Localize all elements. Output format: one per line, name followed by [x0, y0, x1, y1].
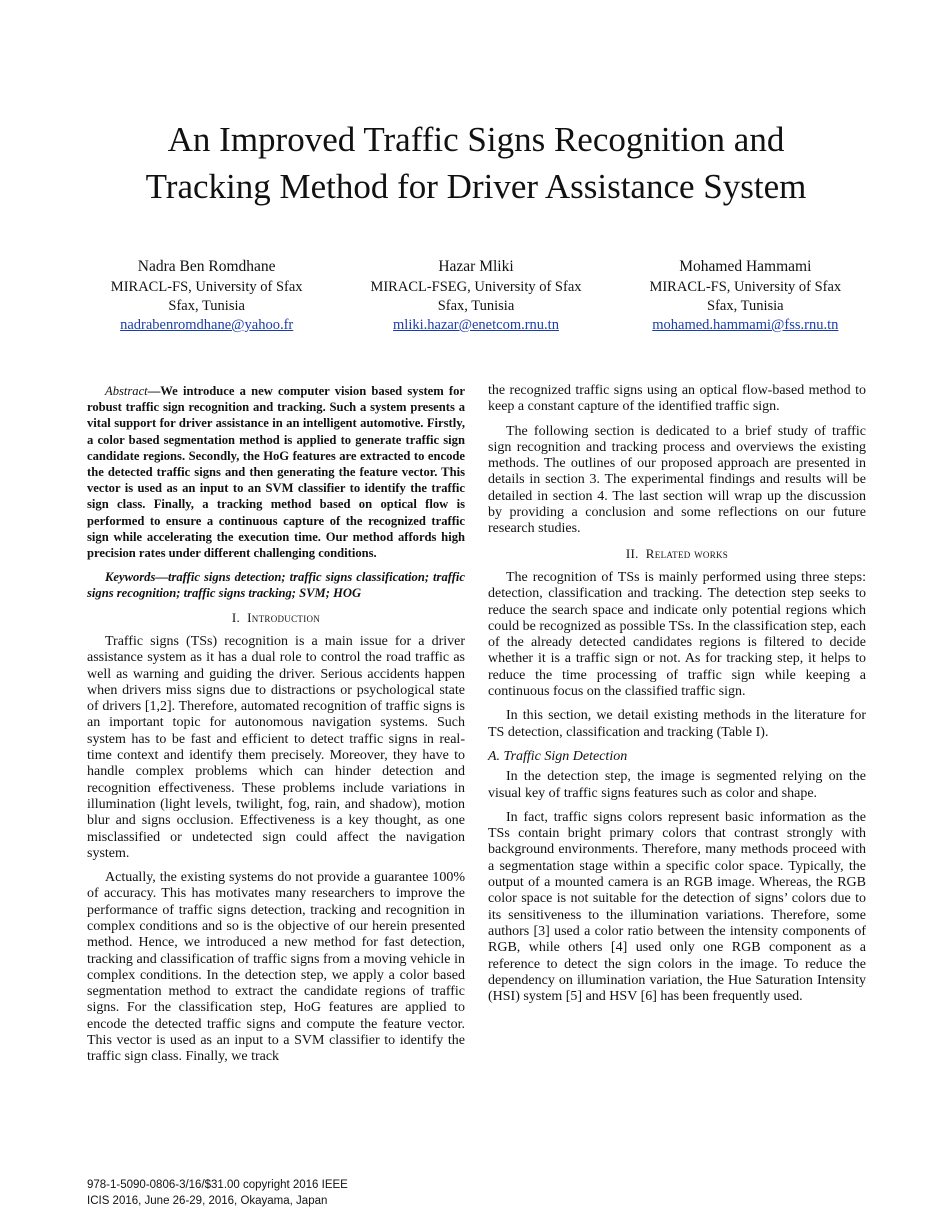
paper-title: [60, 116, 892, 210]
section-number: II.: [625, 545, 639, 561]
footer: [87, 1177, 348, 1209]
author-email-link[interactable]: mohamed.hammami@fss.rnu.tn: [652, 317, 839, 333]
author-email-link[interactable]: mliki.hazar@enetcom.rnu.tn: [393, 317, 559, 333]
abstract-text: We introduce a new computer vision based system for robust traffic sign recognition and tracking. Such a system presents a vital support for driver assistance in an intelligent automotive. Firstly, a color based segmentation method is applied to generate traffic sign candidate regions. Secondly, the HoG features are extracted to encode the detected traffic signs and then generating the feature vector. This vector is used as an input to an SVM classifier to identify the traffic sign class. Finally, a tracking method based on optical flow is performed to ensure a continuous capture of the recognized traffic sign while accelerating the execution time. Our method affords high precision rates under different challenging conditions.: [87, 384, 465, 561]
paragraph: In this section, we detail existing methods in the literature for TS detection, classification and tracking (Table I).: [488, 708, 866, 740]
title-line-1: An Improved Traffic Signs Recognition and: [167, 120, 785, 159]
abstract: [87, 383, 465, 561]
copyright-line: 978-1-5090-0806-3/16/$31.00 copyright 2016 IEEE: [87, 1179, 348, 1191]
conference-line: ICIS 2016, June 26-29, 2016, Okayama, Japan: [87, 1195, 328, 1207]
paragraph: In the detection step, the image is segmented relying on the visual key of traffic signs features such as color and shape.: [488, 769, 866, 801]
section-heading-introduction: [87, 610, 465, 626]
subsection-heading-traffic-sign-detection: A. Traffic Sign Detection: [488, 748, 628, 764]
author-3: [611, 256, 880, 335]
author-1: [72, 256, 341, 335]
section-title: Introduction: [247, 609, 321, 625]
keywords: Keywords—traffic signs detection; traffic signs classification; traffic signs recognition; traffic signs tracking; SVM; HOG: [87, 570, 465, 601]
paragraph: the recognized traffic signs using an optical flow-based method to keep a constant capture of the identified traffic sign.: [488, 383, 866, 415]
paragraph: The recognition of TSs is mainly performed using three steps: detection, classification and tracking. The detection step seeks to reduce the search space and indicate only potential regions which could be recognized as possible TSs. In the classification step, each of the already detected candidates regions is filtered to decide whether it is a traffic sign or not. As for tracking step, it helps to reduce the time processing of traffic sign while keeping a continuous focus on the classified traffic sign.: [488, 569, 866, 700]
author-name: Hazar Mliki: [438, 258, 514, 275]
paragraph: In fact, traffic signs colors represent basic information as the TSs contain bright primary colors that contrast strongly with background environments. Therefore, many methods proceed with a segmentation stage within a specific color space. Typically, the output of a mounted camera is an RGB image. Whereas, the RGB color space is not suitable for the detection of signs’ colors due to its sensitiveness to the illumination variations. Therefore, some authors [3] used a color ratio between the intensity components of RGB, while others [4] used only one RGB component as a reference to detect the sign colors in the image. To reduce the dependency on illumination variation, the Hue Saturation Intensity (HSI) system [5] and HSV [6] has been frequently used.: [488, 809, 866, 1005]
author-affiliation: MIRACL-FS, University of Sfax: [649, 279, 842, 295]
author-city: Sfax, Tunisia: [707, 298, 784, 314]
abstract-dash: —: [147, 384, 161, 398]
author-email-link[interactable]: nadrabenromdhane@yahoo.fr: [120, 317, 294, 333]
paragraph: The following section is dedicated to a brief study of traffic sign recognition and tracking process and overviews the existing methods. The outlines of our proposed approach are presented in details in section 3. The experimental findings and results will be detailed in section 4. The last section will wrap up the discussion by providing a conclusion and some reflections on our future research studies.: [488, 423, 866, 537]
left-column: [87, 383, 465, 1074]
author-name: Nadra Ben Romdhane: [137, 258, 276, 275]
abstract-label: Abstract: [105, 384, 148, 398]
author-city: Sfax, Tunisia: [168, 298, 245, 314]
section-heading-related-works: [488, 546, 866, 562]
section-number: I.: [231, 609, 241, 625]
paragraph: Actually, the existing systems do not provide a guarantee 100% of accuracy. This has motivates many researchers to improve the performance of traffic signs detection, tracking and recognition in complex conditions and so is the objective of our herein presented method. Hence, we introduced a new method for fast detection, tracking and classification of traffic signs from a moving vehicle in complex conditions. In the detection step, we apply a color based segmentation method to extract the candidate regions of traffic signs. For the classification step, HoG features are applied to encode the detected traffic signs and compute the feature vector. This vector is used as an input to a SVM classifier to identify the traffic sign class. Finally, we track: [87, 870, 465, 1065]
author-affiliation: MIRACL-FSEG, University of Sfax: [370, 279, 582, 295]
right-column: [488, 383, 866, 1013]
section-title: Related works: [645, 545, 729, 561]
title-line-2: Tracking Method for Driver Assistance System: [145, 167, 807, 206]
author-name: Mohamed Hammami: [679, 258, 812, 275]
paragraph: Traffic signs (TSs) recognition is a main issue for a driver assistance system as it has a dual role to control the road traffic as well as warning and guiding the driver. Serious accidents happen when drivers miss signs due to distractions or psychological state of drivers [1,2]. Therefore, automated recognition of traffic signs is an important topic for autonomous navigation systems. Such system has to be fast and efficient to detect traffic signs in real-time context and identify them precisely. Moreover, they have to handle complex problems which can hinder detection and recognition effectiveness. These problems include variations in illumination (light levels, twilight, fog, rain, and shadow), motion blur and signs occlusion. Effectiveness is a key thought, as one misclassified or undetected sign could affect the navigation system.: [87, 633, 465, 861]
author-affiliation: MIRACL-FS, University of Sfax: [110, 279, 303, 295]
author-2: [341, 256, 610, 335]
author-city: Sfax, Tunisia: [437, 298, 515, 314]
author-block: [72, 256, 880, 335]
